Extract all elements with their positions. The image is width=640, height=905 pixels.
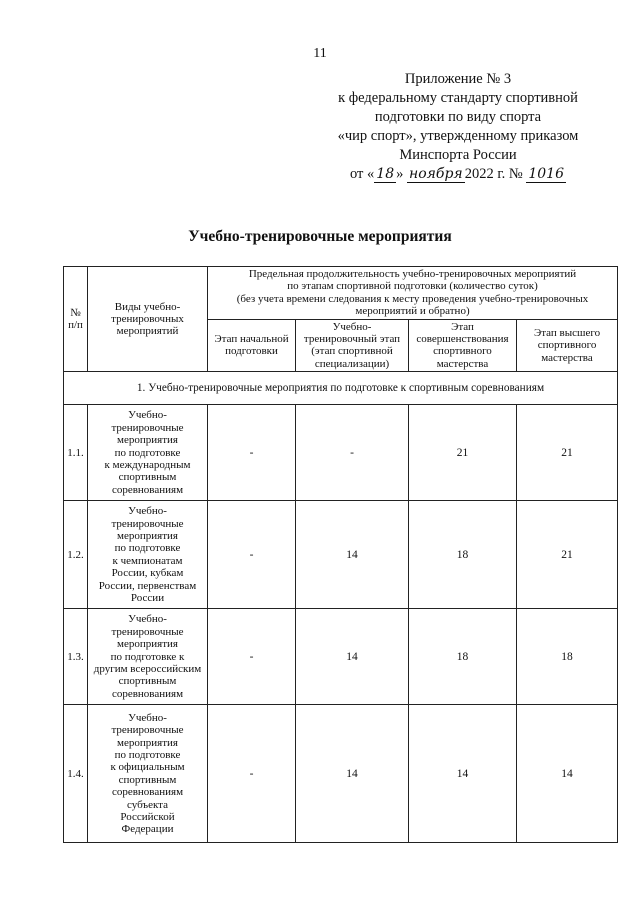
- header-number: № п/п: [64, 267, 88, 372]
- appendix-line: Приложение № 3: [404, 71, 512, 87]
- row-value: -: [296, 405, 409, 501]
- row-label: Учебно- тренировочные мероприятия по подготовке к чемпионатам России, кубкам России, первенствам России: [88, 501, 208, 609]
- row-value: 14: [517, 705, 618, 843]
- table-row: [64, 405, 618, 501]
- row-number: 1.1.: [64, 405, 88, 501]
- table-row: [64, 609, 618, 705]
- row-value: -: [208, 501, 296, 609]
- row-value: 21: [517, 405, 618, 501]
- row-value: 21: [409, 405, 517, 501]
- table-row: [64, 501, 618, 609]
- row-label: Учебно- тренировочные мероприятия по подготовке к другим всероссийским спортивным соревнованиям: [88, 609, 208, 705]
- date-prefix: от «: [350, 166, 375, 182]
- row-value: 14: [409, 705, 517, 843]
- handwritten-order-number: 1016: [528, 166, 564, 182]
- appendix-line: Минспорта России: [399, 147, 517, 163]
- page-number: 11: [313, 46, 327, 61]
- row-value: -: [208, 609, 296, 705]
- row-value: 14: [296, 609, 409, 705]
- row-number: 1.3.: [64, 609, 88, 705]
- row-value: 14: [296, 705, 409, 843]
- row-value: -: [208, 705, 296, 843]
- row-value: 18: [409, 609, 517, 705]
- table-row: [64, 705, 618, 843]
- header-stage: Этап начальной подготовки: [208, 319, 296, 372]
- handwritten-day: 18: [376, 166, 395, 182]
- row-number: 1.4.: [64, 705, 88, 843]
- section-title: 1. Учебно-тренировочные мероприятия по подготовке к спортивным соревнованиям: [64, 372, 618, 405]
- document-title: Учебно-тренировочные мероприятия: [188, 228, 452, 245]
- order-date-line: [308, 165, 608, 184]
- row-label: Учебно- тренировочные мероприятия по подготовке к международным спортивным соревнованиям: [88, 405, 208, 501]
- header-duration-group: Предельная продолжительность учебно-тренировочных мероприятий по этапам спортивной подготовки (количество суток) (без учета времени следования к месту проведения учебно-тренировочных мероприятий и обратно): [208, 267, 618, 320]
- header-stage: Этап совершенствования спортивного мастерства: [409, 319, 517, 372]
- handwritten-month: ноября: [408, 166, 463, 182]
- header-event-type: Виды учебно- тренировочных мероприятий: [88, 267, 208, 372]
- appendix-line: к федеральному стандарту спортивной: [338, 90, 578, 106]
- row-value: 18: [409, 501, 517, 609]
- row-value: -: [208, 405, 296, 501]
- training-events-table: [63, 266, 618, 843]
- row-value: 21: [517, 501, 618, 609]
- year-text: 2022 г. №: [464, 166, 523, 182]
- row-value: 14: [296, 501, 409, 609]
- row-number: 1.2.: [64, 501, 88, 609]
- appendix-line: «чир спорт», утвержденному приказом: [337, 128, 579, 144]
- row-value: 18: [517, 609, 618, 705]
- header-stage: Учебно- тренировочный этап (этап спортивной специализации): [296, 319, 409, 372]
- appendix-block: [308, 70, 608, 184]
- row-label: Учебно- тренировочные мероприятия по подготовке к официальным спортивным соревнованиям субъекта Российской Федерации: [88, 705, 208, 843]
- appendix-line: подготовки по виду спорта: [374, 109, 542, 125]
- date-mid: »: [396, 166, 404, 182]
- header-stage: Этап высшего спортивного мастерства: [517, 319, 618, 372]
- header-row: [64, 267, 618, 320]
- section-row: [64, 372, 618, 405]
